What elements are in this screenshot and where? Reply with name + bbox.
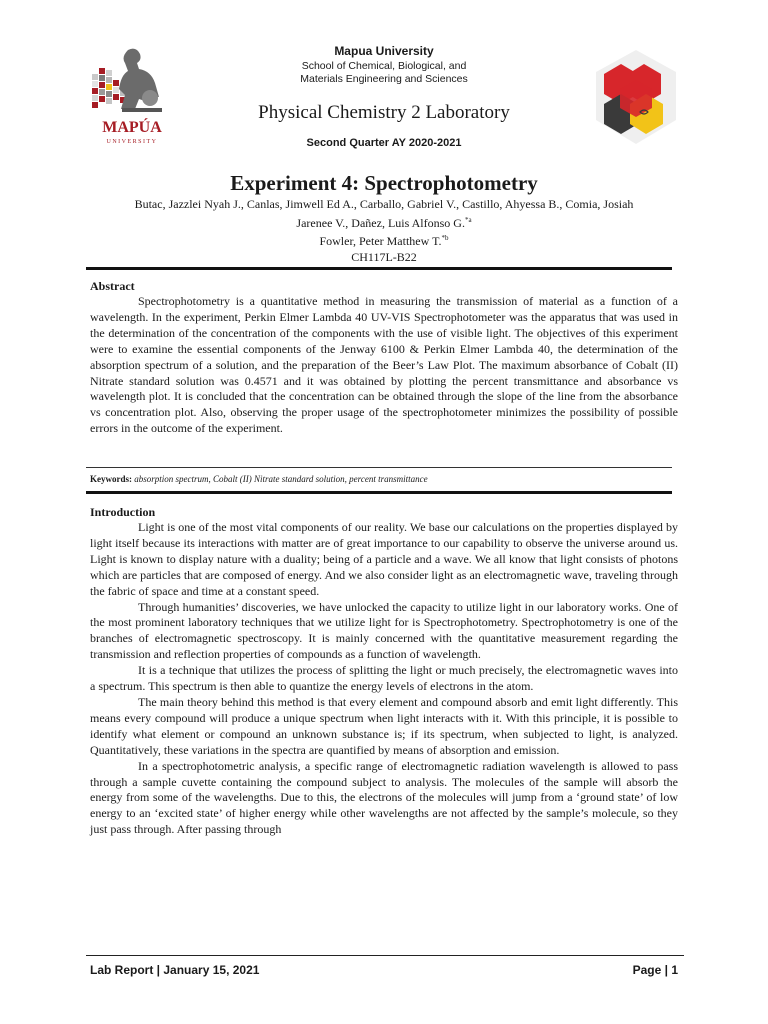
university-name: Mapua University [334,44,434,58]
intro-paragraph: The main theory behind this method is that every element and compound absorb and emit light differently. This means every compound will produce a unique spectrum when light interacts with it. With this principle, it is possible to identify what element or compound an unknown substance is; if its spectrum, when subjected to light, is analyzed. Quantitatively, these variations in the spectra are quantified by means of absorption and emission. [90,694,678,757]
footer-divider [86,955,684,956]
authors-line-2 [86,213,682,232]
authors-line-2-text: Jarenee V., Dañez, Luis Alfonso G. [296,215,465,230]
authors-line-1: Butac, Jazzlei Nyah J., Canlas, Jimwell Ed A., Carballo, Gabriel V., Castillo, Ahyessa B., Comia, Josiah [134,197,634,211]
divider-keywords-bottom [86,491,672,494]
logo-left-wordmark: MAPÚA [102,119,162,136]
keywords-values: absorption spectrum, Cobalt (II) Nitrate standard solution, percent transmittance [134,474,428,484]
author-list [86,197,682,265]
keywords-line [90,474,678,484]
lab-title: Physical Chemistry 2 Laboratory [258,102,510,123]
keywords-label: Keywords: [90,474,132,484]
school-line-1: School of Chemical, Biological, and [301,60,467,72]
experiment-title: Experiment 4: Spectrophotometry [230,171,538,195]
intro-paragraph: Light is one of the most vital components of our reality. We base our calculations on the properties displayed by light itself because its interactions with matter are of great importance to our capability to observe the universe around us. Light is known to display nature with a duality; being of a particle and a wave. We all know that light consists of photons which are particles that are composed of energy. And we also consider light as an electromagnetic wave, traveling through the fabric of space and time at a constant speed. [90,520,678,598]
introduction-section [90,504,678,838]
intro-paragraph: In a spectrophotometric analysis, a specific range of electromagnetic radiation wavelength is allowed to pass through a sample cuvette containing the compound subject to analysis. The molecules of the sample will absorb the energy from some of the wavelengths. Due to this, the electrons of the molecules will jump from a ‘ground state’ of low energy to an ‘excited state’ of higher energy while other wavelengths are not affected by the sample’s molecule, so they just pass through. After passing through [90,758,678,837]
school-line-2: Materials Engineering and Sciences [300,73,468,85]
abstract-text: Spectrophotometry is a quantitative method in measuring the transmission of material as a function of a wavelength. In the experiment, Perkin Elmer Lambda 40 UV-VIS Spectrophotometer was the apparatus that was used in the determination of the concentration of the components with the use of visible light. The objectives of this experiment were to examine the essential components of the Jenway 6100 & Perkin Elmer Lambda 40, the determination of the absorption spectrum of a solution, and the preparation of the Beer’s Law Plot. The maximum absorbance of Cobalt (II) Nitrate standard solution was 0.4571 and it was obtained by plotting the percent transmittance and absorbance vs wavelength plot. It is concluded that the concentration can be obtained through the slope of the line from the absorbance vs concentration plot. Also, observing the proper usage of the spectrophotometer minimizes the possibility of possible errors in the outcome of the experiment. [90,294,678,436]
introduction-heading: Introduction [90,505,156,519]
course-section: CH117L-B22 [351,249,417,264]
footer-page-number: Page | 1 [632,963,678,977]
divider-keywords-top [86,467,672,468]
abstract-section [90,278,678,437]
authors-line-3 [86,231,682,250]
abstract-heading: Abstract [90,279,135,293]
school-name [0,60,768,86]
intro-paragraph: Through humanities’ discoveries, we have unlocked the capacity to utilize light in our laboratory works. One of the most prominent laboratory techniques that we utilize light for is Spectrophotometry. Spectrophotometry is one of the branches of electromagnetic spectroscopy. It is mainly concerned with the quantitative measurement regarding the transmission and reflection properties of compounds as a function of wavelength. [90,599,678,662]
footer-report-date: Lab Report | January 15, 2021 [90,963,260,977]
quarter-label: Second Quarter AY 2020-2021 [306,137,462,149]
authors-line-3-text: Fowler, Peter Matthew T. [319,234,442,248]
logo-left-subtext: UNIVERSITY [106,139,158,145]
author-mark-b: *b [441,234,449,242]
divider-top [86,267,672,270]
author-mark-a: *a [464,215,472,224]
intro-paragraph: It is a technique that utilizes the process of splitting the light or much precisely, the electromagnetic waves into a spectrum. This spectrum is then able to quantize the energy levels of electrons in the atom. [90,663,678,694]
